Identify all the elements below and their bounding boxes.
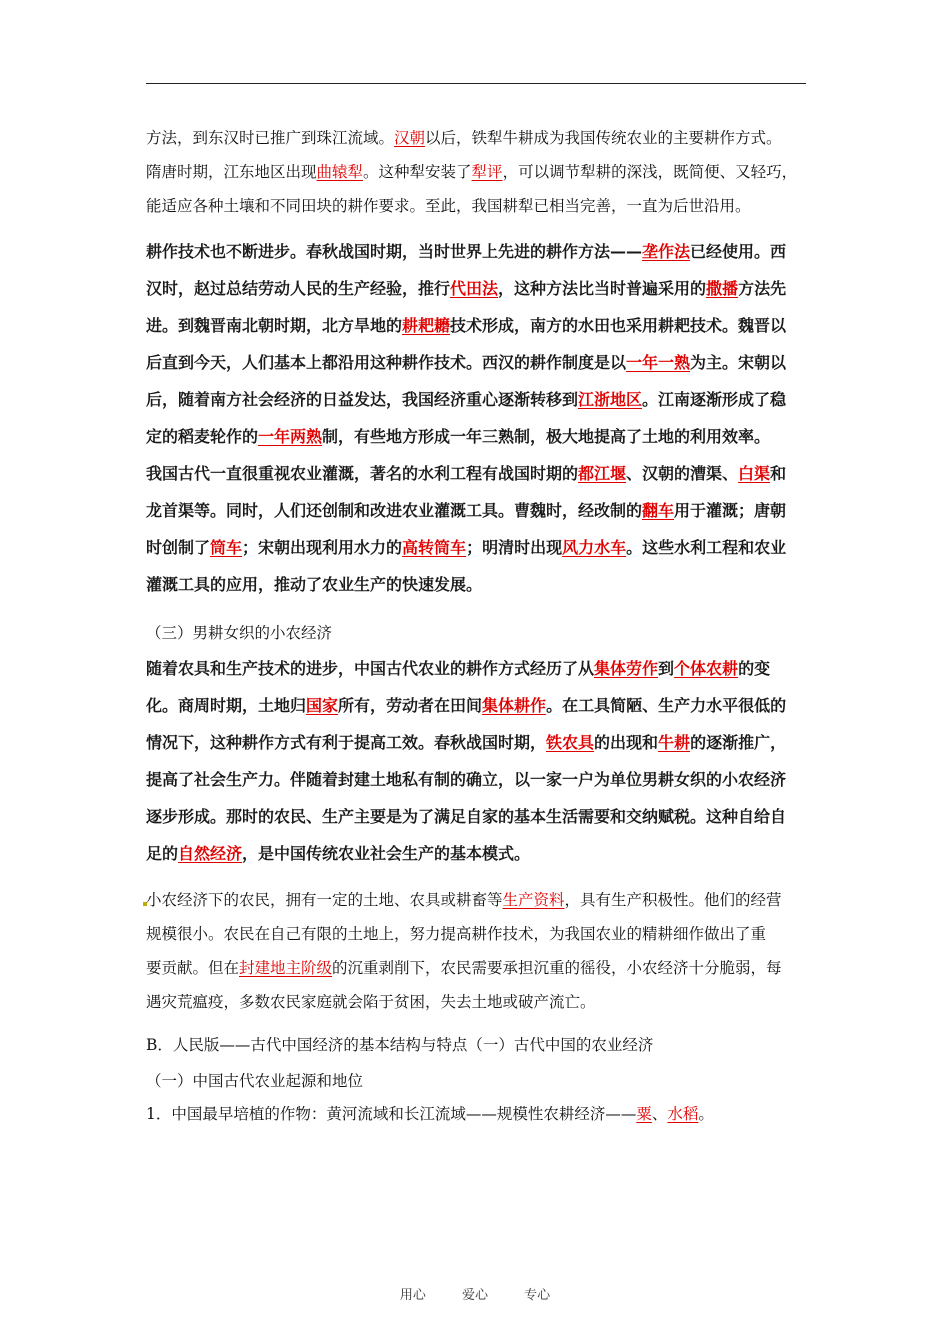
term-link[interactable]: 江浙地区: [578, 390, 643, 409]
text-run: 逐步形成。那时的农民、生产主要是为了满足自家的基本生活需要和交纳赋税。这种自给自: [146, 807, 787, 826]
text-run: 的出现和: [594, 733, 659, 752]
text-run: 的变: [738, 659, 771, 678]
footer-word: 专心: [524, 1288, 551, 1303]
term-link[interactable]: 垄作法: [642, 242, 691, 261]
term-link[interactable]: 粟: [636, 1105, 652, 1123]
text-run: 。在工具简陋、生产力水平很低的: [546, 696, 787, 715]
text-line: [146, 835, 816, 872]
text-run: 灌溉工具的应用，推动了农业生产的快速发展。: [146, 575, 483, 594]
page-footer: [0, 1284, 950, 1303]
text-run: 为主。宋朝以: [690, 353, 787, 372]
text-line: [146, 798, 816, 835]
text-run: 、: [651, 1105, 668, 1123]
term-link[interactable]: 白渠: [738, 464, 771, 483]
footer-word: 用心: [399, 1288, 426, 1303]
text-run: 。: [698, 1105, 714, 1123]
text-run: 后直到今天，人们基本上都沿用这种耕作技术。西汉的耕作制度是以: [146, 353, 627, 372]
text-run: 情况下，这种耕作方式有利于提高工效。春秋战国时期，: [146, 733, 547, 752]
term-link[interactable]: 一年一熟: [626, 353, 691, 372]
text-line: [146, 418, 816, 455]
term-link[interactable]: 撒播: [706, 279, 739, 298]
term-link[interactable]: 耕耙耱: [402, 316, 451, 335]
term-link[interactable]: 牛耕: [658, 733, 691, 752]
text-line: [146, 883, 816, 917]
text-run: 所有，劳动者在田间: [338, 696, 483, 715]
text-line: [146, 492, 816, 529]
section-heading-origins: （一）中国古代农业起源和地位: [146, 1072, 364, 1090]
list-item-earliest-crops: [146, 1099, 714, 1129]
text-run: 制，有些地方形成一年三熟制，极大地提高了土地的利用效率。: [322, 427, 771, 446]
text-line: [146, 121, 816, 155]
text-line: [146, 529, 816, 566]
text-run: 技术形成，南方的水田也采用耕耙技术。魏晋以: [450, 316, 787, 335]
paragraph-farming-techniques: [146, 233, 816, 603]
text-line: [146, 951, 816, 985]
paragraph-peasant-life: [146, 883, 816, 1019]
text-run: 1．中国最早培植的作物：黄河流域和长江流域——规模性农耕经济——: [146, 1105, 637, 1123]
text-run: 进。到魏晋南北朝时期，北方旱地的: [146, 316, 403, 335]
text-run: ，具有生产积极性。他们的经营: [564, 891, 782, 909]
text-run: 随着农具和生产技术的进步，中国古代农业的耕作方式经历了从: [146, 659, 595, 678]
text-run: 龙首渠等。同时，人们还创制和改进农业灌溉工具。曹魏时，经改制的: [146, 501, 643, 520]
text-run: ，这种方法比当时普遍采用的: [498, 279, 707, 298]
text-run: ；宋朝出现利用水力的: [242, 538, 403, 557]
text-run: 耕作技术也不断进步。春秋战国时期，当时世界上先进的耕作方法——: [146, 242, 643, 261]
term-link[interactable]: 汉朝: [394, 129, 426, 147]
paragraph-plow: [146, 121, 816, 223]
text-run: 提高了社会生产力。伴随着封建土地私有制的确立，以一家一户为单位男耕女织的小农经济: [146, 770, 787, 789]
text-run: 以后，铁犁牛耕成为我国传统农业的主要耕作方式。: [425, 129, 782, 147]
text-line: [146, 233, 816, 270]
text-run: 我国古代一直很重视农业灌溉，著名的水利工程有战国时期的: [146, 464, 579, 483]
text-run: 能适应各种土壤和不同田块的耕作要求。至此，我国耕犁已相当完善，一直为后世沿用。: [146, 197, 751, 215]
term-link[interactable]: 高转筒车: [402, 538, 467, 557]
term-link[interactable]: 封建地主阶级: [239, 959, 333, 977]
text-run: 和: [770, 464, 787, 483]
text-run: 。这种犁安装了: [363, 163, 472, 181]
text-run: 方法先: [738, 279, 787, 298]
term-link[interactable]: 一年两熟: [258, 427, 323, 446]
term-link[interactable]: 铁农具: [546, 733, 595, 752]
text-run: 已经使用。西: [690, 242, 787, 261]
paragraph-small-peasant-economy: [146, 650, 816, 872]
text-run: 隋唐时期，江东地区出现: [146, 163, 317, 181]
term-link[interactable]: 筒车: [210, 538, 243, 557]
term-link[interactable]: 风力水车: [562, 538, 627, 557]
text-run: 时创制了: [146, 538, 211, 557]
text-line: [146, 917, 816, 951]
text-run: 遇灾荒瘟疫，多数农民家庭就会陷于贫困，失去土地或破产流亡。: [146, 993, 596, 1011]
text-line: [146, 761, 816, 798]
text-run: ，可以调节犁耕的深浅，既简便、又轻巧，: [502, 163, 798, 181]
section-heading-small-peasant-economy: （三）男耕女织的小农经济: [146, 624, 333, 642]
term-link[interactable]: 个体农耕: [674, 659, 739, 678]
term-link[interactable]: 曲辕犁: [316, 163, 364, 181]
text-run: 的逐渐推广，: [690, 733, 787, 752]
text-run: 要贡献。但在: [146, 959, 240, 977]
term-link[interactable]: 生产资料: [502, 891, 565, 909]
text-line: [146, 270, 816, 307]
text-line: [146, 687, 816, 724]
term-link[interactable]: 自然经济: [178, 844, 243, 863]
header-rule: [146, 83, 806, 84]
text-run: 。江南逐渐形成了稳: [642, 390, 787, 409]
text-run: 、汉朝的漕渠、: [626, 464, 739, 483]
text-run: 后，随着南方社会经济的日益发达，我国经济重心逐渐转移到: [146, 390, 579, 409]
text-run: 方法，到东汉时已推广到珠江流域。: [146, 129, 395, 147]
text-line: [146, 724, 816, 761]
text-run: 用于灌溉；唐朝: [674, 501, 787, 520]
text-run: ；明清时出现: [466, 538, 563, 557]
text-line: [146, 650, 816, 687]
footer-word: 爱心: [461, 1288, 488, 1303]
text-run: 。这些水利工程和农业: [626, 538, 787, 557]
term-link[interactable]: 都江堰: [578, 464, 627, 483]
term-link[interactable]: 水稻: [667, 1105, 699, 1123]
term-link[interactable]: 集体耕作: [482, 696, 547, 715]
term-link[interactable]: 犁评: [471, 163, 503, 181]
text-line: [146, 189, 816, 223]
text-run: 规模很小。农民在自己有限的土地上，努力提高耕作技术，为我国农业的精耕细作做出了重: [146, 925, 767, 943]
text-run: 定的稻麦轮作的: [146, 427, 259, 446]
term-link[interactable]: 代田法: [450, 279, 499, 298]
term-link[interactable]: 集体劳作: [594, 659, 659, 678]
text-run: ，是中国传统农业社会生产的基本模式。: [242, 844, 531, 863]
text-line: [146, 566, 816, 603]
text-line: [146, 381, 816, 418]
section-heading-b: B．人民版——古代中国经济的基本结构与特点（一）古代中国的农业经济: [146, 1036, 654, 1054]
text-line: [146, 344, 816, 381]
text-line: [146, 985, 816, 1019]
text-run: 小农经济下的农民，拥有一定的土地、农具或耕畜等: [146, 891, 503, 909]
text-run: 到: [658, 659, 675, 678]
term-link[interactable]: 国家: [306, 696, 339, 715]
text-line: [146, 307, 816, 344]
text-line: [146, 455, 816, 492]
term-link[interactable]: 翻车: [642, 501, 675, 520]
text-line: [146, 155, 816, 189]
text-run: 汉时，赵过总结劳动人民的生产经验，推行: [146, 279, 451, 298]
text-run: 足的: [146, 844, 179, 863]
text-run: 的沉重剥削下，农民需要承担沉重的徭役，小农经济十分脆弱，每: [332, 959, 782, 977]
text-run: 化。商周时期，土地归: [146, 696, 307, 715]
